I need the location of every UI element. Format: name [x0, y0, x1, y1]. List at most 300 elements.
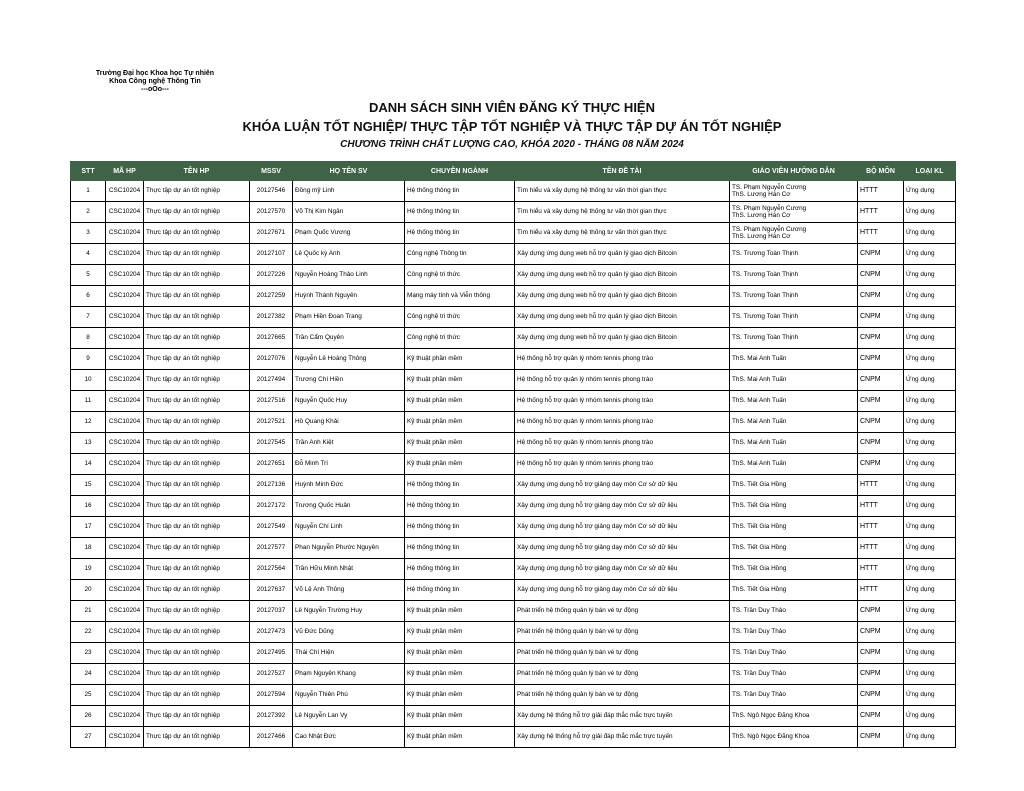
thesis-title-cell: Tìm hiểu và xây dựng hệ thống tư vấn thời gian thực [515, 223, 730, 244]
table-row [71, 517, 956, 538]
thesis-title-cell: Xây dựng ứng dụng web hỗ trợ quản lý giao dịch Bitcoin [515, 244, 730, 265]
stt-cell: 11 [71, 391, 106, 412]
student-id-cell: 20127671 [250, 223, 293, 244]
column-header-gvhd: GIÁO VIÊN HƯỚNG DẪN [730, 162, 858, 181]
column-header-chuyen-nganh: CHUYÊN NGÀNH [405, 162, 515, 181]
stt-cell: 25 [71, 685, 106, 706]
major-cell: Kỹ thuật phần mềm [405, 727, 515, 748]
student-name-cell: Võ Lệ Anh Thông [293, 580, 405, 601]
major-cell: Kỹ thuật phần mềm [405, 601, 515, 622]
department-cell: CNPM [858, 328, 904, 349]
major-cell: Kỹ thuật phần mềm [405, 349, 515, 370]
stt-cell: 10 [71, 370, 106, 391]
thesis-title-cell: Phát triển hệ thống quản lý bán vé tự động [515, 601, 730, 622]
thesis-type-cell: Ứng dụng [904, 601, 956, 622]
student-id-cell: 20127637 [250, 580, 293, 601]
table-row [71, 496, 956, 517]
thesis-type-cell: Ứng dụng [904, 328, 956, 349]
student-id-cell: 20127259 [250, 286, 293, 307]
student-id-cell: 20127382 [250, 307, 293, 328]
major-cell: Công nghệ tri thức [405, 328, 515, 349]
table-row [71, 370, 956, 391]
student-name-cell: Huỳnh Minh Đức [293, 475, 405, 496]
thesis-type-cell: Ứng dụng [904, 391, 956, 412]
department-cell: CNPM [858, 349, 904, 370]
student-name-cell: Lê Nguyễn Trường Huy [293, 601, 405, 622]
stt-cell: 4 [71, 244, 106, 265]
advisor-cell: ThS. Mai Anh Tuấn [730, 454, 858, 475]
course-name-cell: Thực tập dự án tốt nghiệp [144, 244, 250, 265]
column-header-ten-de-tai: TÊN ĐỀ TÀI [515, 162, 730, 181]
thesis-title-cell: Phát triển hệ thống quản lý bán vé tự động [515, 643, 730, 664]
page-title-line2: KHÓA LUẬN TỐT NGHIỆP/ THỰC TẬP TỐT NGHIỆP VÀ THỰC TẬP DỰ ÁN TỐT NGHIỆP [242, 119, 782, 134]
thesis-title-cell: Xây dựng ứng dụng hỗ trợ giảng dạy môn Cơ sở dữ liệu [515, 517, 730, 538]
table-row [71, 664, 956, 685]
thesis-title-cell: Xây dựng ứng dụng hỗ trợ giảng dạy môn Cơ sở dữ liệu [515, 538, 730, 559]
department-cell: CNPM [858, 601, 904, 622]
major-cell: Kỹ thuật phần mềm [405, 454, 515, 475]
student-name-cell: Phạm Quốc Vương [293, 223, 405, 244]
thesis-title-cell: Phát triển hệ thống quản lý bán vé tự động [515, 685, 730, 706]
student-id-cell: 20127577 [250, 538, 293, 559]
thesis-title-cell: Xây dựng ứng dụng hỗ trợ giảng dạy môn Cơ sở dữ liệu [515, 580, 730, 601]
stt-cell: 20 [71, 580, 106, 601]
course-name-cell: Thực tập dự án tốt nghiệp [144, 580, 250, 601]
course-name-cell: Thực tập dự án tốt nghiệp [144, 307, 250, 328]
student-name-cell: Hồ Quang Khải [293, 412, 405, 433]
course-code-cell: CSC10204 [106, 349, 144, 370]
thesis-title-cell: Xây dựng ứng dụng web hỗ trợ quản lý giao dịch Bitcoin [515, 328, 730, 349]
stt-cell: 21 [71, 601, 106, 622]
major-cell: Kỹ thuật phần mềm [405, 433, 515, 454]
thesis-title-cell: Xây dựng hệ thống hỗ trợ giải đáp thắc mắc trực tuyến [515, 727, 730, 748]
course-name-cell: Thực tập dự án tốt nghiệp [144, 475, 250, 496]
thesis-type-cell: Ứng dụng [904, 559, 956, 580]
stt-cell: 9 [71, 349, 106, 370]
major-cell: Công nghệ Thông tin [405, 244, 515, 265]
stt-cell: 2 [71, 202, 106, 223]
student-id-cell: 20127527 [250, 664, 293, 685]
student-id-cell: 20127495 [250, 643, 293, 664]
student-name-cell: Trần Hữu Minh Nhật [293, 559, 405, 580]
course-name-cell: Thực tập dự án tốt nghiệp [144, 643, 250, 664]
advisor-cell: TS. Trương Toàn Thịnh [730, 307, 858, 328]
thesis-type-cell: Ứng dụng [904, 580, 956, 601]
advisor-cell: TS. Trương Toàn Thịnh [730, 328, 858, 349]
course-code-cell: CSC10204 [106, 307, 144, 328]
student-id-cell: 20127651 [250, 454, 293, 475]
department-cell: CNPM [858, 370, 904, 391]
stt-cell: 26 [71, 706, 106, 727]
major-cell: Kỹ thuật phần mềm [405, 391, 515, 412]
course-code-cell: CSC10204 [106, 496, 144, 517]
course-name-cell: Thực tập dự án tốt nghiệp [144, 412, 250, 433]
stt-cell: 19 [71, 559, 106, 580]
stt-cell: 3 [71, 223, 106, 244]
page-title: DANH SÁCH SINH VIÊN ĐĂNG KÝ THỰC HIỆN [369, 100, 655, 115]
stt-cell: 27 [71, 727, 106, 748]
advisor-cell: ThS. Tiết Gia Hồng [730, 580, 858, 601]
thesis-type-cell: Ứng dụng [904, 412, 956, 433]
course-name-cell: Thực tập dự án tốt nghiệp [144, 559, 250, 580]
major-cell: Hệ thống thông tin [405, 202, 515, 223]
table-row [71, 622, 956, 643]
major-cell: Kỹ thuật phần mềm [405, 685, 515, 706]
student-name-cell: Phạm Hiền Đoan Trang [293, 307, 405, 328]
table-row [71, 727, 956, 748]
thesis-title-cell: Hệ thống hỗ trợ quản lý nhóm tennis phong trào [515, 433, 730, 454]
stt-cell: 24 [71, 664, 106, 685]
student-name-cell: Trương Chí Hiền [293, 370, 405, 391]
course-name-cell: Thực tập dự án tốt nghiệp [144, 349, 250, 370]
student-id-cell: 20127516 [250, 391, 293, 412]
course-name-cell: Thực tập dự án tốt nghiệp [144, 622, 250, 643]
course-code-cell: CSC10204 [106, 685, 144, 706]
table-row [71, 349, 956, 370]
column-header-ma-hp: MÃ HP [106, 162, 144, 181]
student-id-cell: 20127546 [250, 181, 293, 202]
student-id-cell: 20127392 [250, 706, 293, 727]
thesis-title-cell: Hệ thống hỗ trợ quản lý nhóm tennis phong trào [515, 391, 730, 412]
department-cell: CNPM [858, 307, 904, 328]
course-code-cell: CSC10204 [106, 181, 144, 202]
major-cell: Hệ thống thông tin [405, 496, 515, 517]
stt-cell: 5 [71, 265, 106, 286]
course-code-cell: CSC10204 [106, 412, 144, 433]
department-cell: CNPM [858, 454, 904, 475]
table-row [71, 706, 956, 727]
institution-header [60, 70, 250, 94]
course-code-cell: CSC10204 [106, 706, 144, 727]
stt-cell: 22 [71, 622, 106, 643]
column-header-stt: STT [71, 162, 106, 181]
table-body [71, 181, 956, 748]
column-header-loai-kl: LOẠI KL [904, 162, 956, 181]
major-cell: Hệ thống thông tin [405, 181, 515, 202]
thesis-type-cell: Ứng dụng [904, 349, 956, 370]
advisor-cell: ThS. Mai Anh Tuấn [730, 433, 858, 454]
student-id-cell: 20127570 [250, 202, 293, 223]
department-cell: CNPM [858, 286, 904, 307]
page-subtitle: CHƯƠNG TRÌNH CHẤT LƯỢNG CAO, KHÓA 2020 - THÁNG 08 NĂM 2024 [340, 139, 684, 150]
thesis-type-cell: Ứng dụng [904, 664, 956, 685]
course-code-cell: CSC10204 [106, 580, 144, 601]
student-name-cell: Lê Quốc kỳ Anh [293, 244, 405, 265]
thesis-title-cell: Xây dựng ứng dụng web hỗ trợ quản lý giao dịch Bitcoin [515, 307, 730, 328]
stt-cell: 1 [71, 181, 106, 202]
advisor-cell: ThS. Ngô Ngọc Đăng Khoa [730, 706, 858, 727]
advisor-cell: TS. Trần Duy Thảo [730, 622, 858, 643]
department-cell: CNPM [858, 391, 904, 412]
department-cell: HTTT [858, 181, 904, 202]
course-name-cell: Thực tập dự án tốt nghiệp [144, 538, 250, 559]
advisor-cell: ThS. Tiết Gia Hồng [730, 475, 858, 496]
major-cell: Kỹ thuật phần mềm [405, 706, 515, 727]
course-code-cell: CSC10204 [106, 391, 144, 412]
thesis-type-cell: Ứng dụng [904, 433, 956, 454]
table-row [71, 559, 956, 580]
thesis-title-cell: Hệ thống hỗ trợ quản lý nhóm tennis phong trào [515, 412, 730, 433]
faculty-name: Khoa Công nghệ Thông Tin [109, 78, 201, 85]
major-cell: Hệ thống thông tin [405, 475, 515, 496]
course-code-cell: CSC10204 [106, 223, 144, 244]
student-table [70, 161, 956, 748]
department-cell: HTTT [858, 496, 904, 517]
department-cell: CNPM [858, 727, 904, 748]
table-row [71, 412, 956, 433]
student-name-cell: Nguyễn Thiên Phú [293, 685, 405, 706]
thesis-title-cell: Xây dựng ứng dụng hỗ trợ giảng dạy môn Cơ sở dữ liệu [515, 475, 730, 496]
major-cell: Hệ thống thông tin [405, 559, 515, 580]
thesis-type-cell: Ứng dụng [904, 727, 956, 748]
course-name-cell: Thực tập dự án tốt nghiệp [144, 706, 250, 727]
course-code-cell: CSC10204 [106, 601, 144, 622]
thesis-title-cell: Xây dựng ứng dụng hỗ trợ giảng dạy môn Cơ sở dữ liệu [515, 496, 730, 517]
major-cell: Công nghệ tri thức [405, 265, 515, 286]
stt-cell: 8 [71, 328, 106, 349]
advisor-cell: ThS. Tiết Gia Hồng [730, 517, 858, 538]
department-cell: CNPM [858, 433, 904, 454]
advisor-cell: ThS. Mai Anh Tuấn [730, 349, 858, 370]
major-cell: Hệ thống thông tin [405, 538, 515, 559]
student-id-cell: 20127564 [250, 559, 293, 580]
advisor-cell: TS. Trương Toàn Thịnh [730, 244, 858, 265]
advisor-cell: ThS. Tiết Gia Hồng [730, 538, 858, 559]
advisor-cell: TS. Trương Toàn Thịnh [730, 265, 858, 286]
thesis-type-cell: Ứng dụng [904, 475, 956, 496]
course-name-cell: Thực tập dự án tốt nghiệp [144, 223, 250, 244]
thesis-title-cell: Phát triển hệ thống quản lý bán vé tự động [515, 664, 730, 685]
student-name-cell: Trương Quốc Huân [293, 496, 405, 517]
student-id-cell: 20127521 [250, 412, 293, 433]
student-name-cell: Huỳnh Thành Nguyên [293, 286, 405, 307]
advisor-cell: TS. Trần Duy Thảo [730, 643, 858, 664]
advisor-cell: ThS. Mai Anh Tuấn [730, 391, 858, 412]
course-code-cell: CSC10204 [106, 328, 144, 349]
thesis-title-cell: Xây dựng ứng dụng web hỗ trợ quản lý giao dịch Bitcoin [515, 265, 730, 286]
student-name-cell: Lê Nguyễn Lan Vy [293, 706, 405, 727]
major-cell: Hệ thống thông tin [405, 517, 515, 538]
course-name-cell: Thực tập dự án tốt nghiệp [144, 202, 250, 223]
stt-cell: 17 [71, 517, 106, 538]
thesis-type-cell: Ứng dụng [904, 244, 956, 265]
table-row [71, 601, 956, 622]
table-header-row [71, 162, 956, 181]
department-cell: HTTT [858, 202, 904, 223]
stt-cell: 23 [71, 643, 106, 664]
thesis-title-cell: Xây dựng ứng dụng web hỗ trợ quản lý giao dịch Bitcoin [515, 286, 730, 307]
thesis-title-cell: Xây dựng hệ thống hỗ trợ giải đáp thắc mắc trực tuyến [515, 706, 730, 727]
table-row [71, 307, 956, 328]
stt-cell: 16 [71, 496, 106, 517]
course-name-cell: Thực tập dự án tốt nghiệp [144, 517, 250, 538]
table-row [71, 286, 956, 307]
advisor-cell: ThS. Tiết Gia Hồng [730, 559, 858, 580]
column-header-ho-ten: HỌ TÊN SV [293, 162, 405, 181]
major-cell: Hệ thống thông tin [405, 580, 515, 601]
table-row [71, 454, 956, 475]
department-cell: HTTT [858, 538, 904, 559]
stt-cell: 15 [71, 475, 106, 496]
student-name-cell: Thái Chí Hiện [293, 643, 405, 664]
course-code-cell: CSC10204 [106, 433, 144, 454]
thesis-title-cell: Tìm hiểu và xây dựng hệ thống tư vấn thời gian thực [515, 202, 730, 223]
course-code-cell: CSC10204 [106, 244, 144, 265]
department-cell: CNPM [858, 685, 904, 706]
student-id-cell: 20127494 [250, 370, 293, 391]
advisor-cell: TS. Trương Toàn Thịnh [730, 286, 858, 307]
table-row [71, 643, 956, 664]
student-name-cell: Nguyễn Lê Hoàng Thông [293, 349, 405, 370]
department-cell: CNPM [858, 412, 904, 433]
advisor-cell: TS. Phạm Nguyễn Cương ThS. Lương Hán Cơ [730, 202, 858, 223]
advisor-cell: ThS. Mai Anh Tuấn [730, 370, 858, 391]
course-name-cell: Thực tập dự án tốt nghiệp [144, 370, 250, 391]
course-name-cell: Thực tập dự án tốt nghiệp [144, 601, 250, 622]
course-name-cell: Thực tập dự án tốt nghiệp [144, 391, 250, 412]
department-cell: CNPM [858, 643, 904, 664]
course-code-cell: CSC10204 [106, 559, 144, 580]
course-code-cell: CSC10204 [106, 538, 144, 559]
student-id-cell: 20127226 [250, 265, 293, 286]
thesis-type-cell: Ứng dụng [904, 517, 956, 538]
department-cell: CNPM [858, 664, 904, 685]
student-id-cell: 20127172 [250, 496, 293, 517]
course-code-cell: CSC10204 [106, 643, 144, 664]
table-row [71, 328, 956, 349]
thesis-type-cell: Ứng dụng [904, 307, 956, 328]
student-name-cell: Trần Cẩm Quyên [293, 328, 405, 349]
table-row [71, 223, 956, 244]
thesis-type-cell: Ứng dụng [904, 454, 956, 475]
student-id-cell: 20127665 [250, 328, 293, 349]
advisor-cell: TS. Trần Duy Thảo [730, 685, 858, 706]
major-cell: Kỹ thuật phần mềm [405, 643, 515, 664]
course-code-cell: CSC10204 [106, 265, 144, 286]
stt-cell: 12 [71, 412, 106, 433]
stt-cell: 6 [71, 286, 106, 307]
department-cell: CNPM [858, 244, 904, 265]
university-name: Trường Đại học Khoa học Tự nhiên [95, 70, 215, 77]
header-ornament: ---oOo--- [141, 86, 169, 93]
course-name-cell: Thực tập dự án tốt nghiệp [144, 496, 250, 517]
thesis-title-cell: Hệ thống hỗ trợ quản lý nhóm tennis phong trào [515, 454, 730, 475]
table-row [71, 475, 956, 496]
thesis-type-cell: Ứng dụng [904, 181, 956, 202]
advisor-cell: TS. Phạm Nguyễn Cương ThS. Lương Hán Cơ [730, 181, 858, 202]
course-code-cell: CSC10204 [106, 454, 144, 475]
student-name-cell: Nguyễn Chí Linh [293, 517, 405, 538]
thesis-type-cell: Ứng dụng [904, 286, 956, 307]
student-name-cell: Vũ Đức Dũng [293, 622, 405, 643]
major-cell: Kỹ thuật phần mềm [405, 664, 515, 685]
student-name-cell: Phạm Nguyên Khang [293, 664, 405, 685]
major-cell: Kỹ thuật phần mềm [405, 370, 515, 391]
student-name-cell: Đỗ Minh Trí [293, 454, 405, 475]
department-cell: CNPM [858, 622, 904, 643]
student-name-cell: Nguyễn Quốc Huy [293, 391, 405, 412]
thesis-type-cell: Ứng dụng [904, 496, 956, 517]
advisor-cell: ThS. Mai Anh Tuấn [730, 412, 858, 433]
stt-cell: 13 [71, 433, 106, 454]
department-cell: HTTT [858, 580, 904, 601]
student-id-cell: 20127473 [250, 622, 293, 643]
major-cell: Công nghệ tri thức [405, 307, 515, 328]
department-cell: HTTT [858, 223, 904, 244]
advisor-cell: TS. Phạm Nguyễn Cương ThS. Lương Hán Cơ [730, 223, 858, 244]
thesis-type-cell: Ứng dụng [904, 685, 956, 706]
department-cell: CNPM [858, 706, 904, 727]
major-cell: Hệ thống thông tin [405, 223, 515, 244]
thesis-type-cell: Ứng dụng [904, 622, 956, 643]
student-id-cell: 20127466 [250, 727, 293, 748]
table-row [71, 244, 956, 265]
table-row [71, 181, 956, 202]
thesis-title-cell: Xây dựng ứng dụng hỗ trợ giảng dạy môn Cơ sở dữ liệu [515, 559, 730, 580]
course-name-cell: Thực tập dự án tốt nghiệp [144, 265, 250, 286]
course-name-cell: Thực tập dự án tốt nghiệp [144, 454, 250, 475]
course-code-cell: CSC10204 [106, 517, 144, 538]
course-code-cell: CSC10204 [106, 475, 144, 496]
department-cell: HTTT [858, 517, 904, 538]
student-id-cell: 20127107 [250, 244, 293, 265]
course-name-cell: Thực tập dự án tốt nghiệp [144, 664, 250, 685]
table-row [71, 433, 956, 454]
stt-cell: 14 [71, 454, 106, 475]
major-cell: Mạng máy tính và Viễn thông [405, 286, 515, 307]
thesis-title-cell: Tìm hiểu và xây dựng hệ thống tư vấn thời gian thực [515, 181, 730, 202]
column-header-bo-mon: BỘ MÔN [858, 162, 904, 181]
column-header-mssv: MSSV [250, 162, 293, 181]
course-code-cell: CSC10204 [106, 286, 144, 307]
thesis-title-cell: Hệ thống hỗ trợ quản lý nhóm tennis phong trào [515, 370, 730, 391]
table-row [71, 265, 956, 286]
advisor-cell: ThS. Ngô Ngọc Đăng Khoa [730, 727, 858, 748]
advisor-cell: ThS. Tiết Gia Hồng [730, 496, 858, 517]
major-cell: Kỹ thuật phần mềm [405, 412, 515, 433]
stt-cell: 7 [71, 307, 106, 328]
thesis-type-cell: Ứng dụng [904, 202, 956, 223]
department-cell: CNPM [858, 265, 904, 286]
course-name-cell: Thực tập dự án tốt nghiệp [144, 685, 250, 706]
advisor-cell: TS. Trần Duy Thảo [730, 664, 858, 685]
student-name-cell: Võ Thị Kim Ngân [293, 202, 405, 223]
student-id-cell: 20127594 [250, 685, 293, 706]
thesis-title-cell: Phát triển hệ thống quản lý bán vé tự động [515, 622, 730, 643]
table-row [71, 580, 956, 601]
advisor-cell: TS. Trần Duy Thảo [730, 601, 858, 622]
student-id-cell: 20127545 [250, 433, 293, 454]
major-cell: Kỹ thuật phần mềm [405, 622, 515, 643]
student-name-cell: Cao Nhật Đức [293, 727, 405, 748]
course-name-cell: Thực tập dự án tốt nghiệp [144, 433, 250, 454]
table-row [71, 202, 956, 223]
department-cell: HTTT [858, 475, 904, 496]
course-name-cell: Thực tập dự án tốt nghiệp [144, 181, 250, 202]
column-header-ten-hp: TÊN HP [144, 162, 250, 181]
thesis-type-cell: Ứng dụng [904, 538, 956, 559]
course-code-cell: CSC10204 [106, 727, 144, 748]
table-row [71, 685, 956, 706]
student-name-cell: Trần Anh Kiệt [293, 433, 405, 454]
student-name-cell: Phan Nguyễn Phước Nguyên [293, 538, 405, 559]
department-cell: HTTT [858, 559, 904, 580]
thesis-type-cell: Ứng dụng [904, 370, 956, 391]
course-code-cell: CSC10204 [106, 622, 144, 643]
student-name-cell: Nguyễn Hoàng Thảo Linh [293, 265, 405, 286]
thesis-type-cell: Ứng dụng [904, 265, 956, 286]
stt-cell: 18 [71, 538, 106, 559]
